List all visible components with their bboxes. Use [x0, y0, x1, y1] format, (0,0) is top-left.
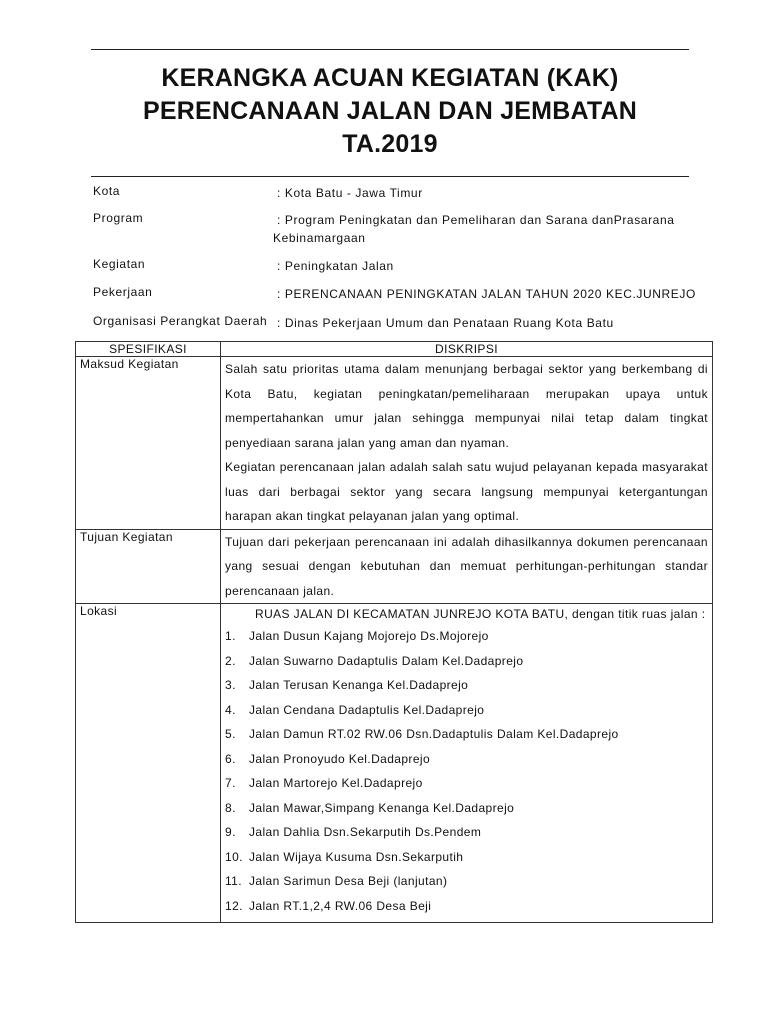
table-header-row	[76, 342, 713, 357]
row-content-lokasi	[221, 604, 713, 923]
list-item-number: 1.	[225, 629, 236, 643]
table-row	[76, 357, 713, 530]
header-diskripsi: DISKRIPSI	[221, 342, 713, 357]
list-item	[225, 820, 708, 845]
table-row	[76, 529, 713, 604]
meta-value: : Kota Batu - Jawa Timur	[277, 186, 423, 200]
meta-value-line-1: : Program Peningkatan dan Pemeliharan dan Sarana danPrasarana	[277, 213, 675, 227]
meta-label: Program	[93, 211, 144, 225]
row-label-lokasi: Lokasi	[76, 604, 221, 923]
list-item-text: Jalan Dusun Kajang Mojorejo Ds.Mojorejo	[249, 629, 489, 643]
row-label-maksud: Maksud Kegiatan	[76, 357, 221, 530]
meta-value: : Dinas Pekerjaan Umum dan Penataan Ruang Kota Batu	[277, 316, 614, 330]
row-label-tujuan: Tujuan Kegiatan	[76, 529, 221, 604]
list-item-text: Jalan Damun RT.02 RW.06 Dsn.Dadaptulis Dalam Kel.Dadaprejo	[249, 727, 619, 741]
list-item	[225, 796, 708, 821]
title-line-2: PERENCANAAN JALAN DAN JEMBATAN	[143, 97, 637, 125]
meta-value: : PERENCANAAN PENINGKATAN JALAN TAHUN 2020 KEC.JUNREJO	[277, 287, 696, 301]
list-item-number: 10.	[225, 849, 243, 864]
maksud-paragraph-1: Salah satu prioritas utama dalam menunjang berbagai sektor yang berkembang di Kota Batu, kegiatan peningkatan/pemeliharaan merupakan upaya untuk mempertahankan umur jalan sehingga mempunyai nilai tetap dalam tingkat penyediaan sarana jalan yang aman dan nyaman.	[225, 362, 708, 450]
meta-label: Pekerjaan	[93, 285, 153, 299]
list-item-number: 4.	[225, 702, 236, 717]
spec-table	[75, 341, 713, 923]
list-item	[225, 845, 708, 870]
top-rule	[91, 49, 689, 50]
lokasi-intro: RUAS JALAN DI KECAMATAN JUNREJO KOTA BATU, dengan titik ruas jalan :	[255, 607, 706, 621]
list-item	[225, 673, 708, 698]
list-item-number: 6.	[225, 751, 236, 766]
list-item-number: 8.	[225, 800, 236, 815]
meta-value-line-2: Kebinamargaan	[273, 231, 366, 245]
list-item-text: Jalan Sarimun Desa Beji (lanjutan)	[249, 874, 448, 888]
document-title	[91, 62, 689, 161]
row-content-tujuan	[221, 529, 713, 604]
list-item-number: 2.	[225, 653, 236, 668]
meta-value	[273, 211, 693, 247]
lokasi-list	[225, 624, 708, 918]
row-content-maksud	[221, 357, 713, 530]
list-item-number: 11.	[225, 874, 242, 888]
maksud-paragraph-2: Kegiatan perencanaan jalan adalah salah satu wujud pelayanan kepada masyarakat luas dari berbagai sektor yang secara langsung mempunyai ketergantungan harapan akan tingkat pelayanan jalan yang optimal.	[225, 460, 708, 523]
list-item-number: 12.	[225, 898, 243, 913]
list-item-number: 3.	[225, 678, 236, 692]
list-item-text: Jalan Wijaya Kusuma Dsn.Sekarputih	[249, 849, 464, 864]
list-item-number: 7.	[225, 776, 236, 790]
list-item-number: 9.	[225, 825, 236, 839]
list-item	[225, 722, 708, 747]
list-item-text: Jalan Dahlia Dsn.Sekarputih Ds.Pendem	[249, 825, 482, 839]
list-item-text: Jalan Martorejo Kel.Dadaprejo	[249, 776, 423, 790]
list-item-text: Jalan Mawar,Simpang Kenanga Kel.Dadaprejo	[249, 800, 515, 815]
list-item-text: Jalan Cendana Dadaptulis Kel.Dadaprejo	[249, 702, 485, 717]
list-item-text: Jalan Pronoyudo Kel.Dadaprejo	[249, 751, 431, 766]
list-item-text: Jalan Suwarno Dadaptulis Dalam Kel.Dadaprejo	[249, 653, 524, 668]
list-item	[225, 894, 708, 919]
title-line-1: KERANGKA ACUAN KEGIATAN (KAK)	[161, 64, 619, 92]
header-spesifikasi: SPESIFIKASI	[76, 342, 221, 357]
meta-label: Kegiatan	[93, 257, 146, 271]
list-item	[225, 747, 708, 772]
list-item	[225, 624, 708, 649]
list-item-text: Jalan RT.1,2,4 RW.06 Desa Beji	[249, 898, 432, 913]
tujuan-paragraph: Tujuan dari pekerjaan perencanaan ini adalah dihasilkannya dokumen perencanaan yang sesuai dengan kebutuhan dan memuat perhitungan-perhitungan standar perencanaan jalan.	[225, 534, 708, 598]
table-row	[76, 604, 713, 923]
list-item-text: Jalan Terusan Kenanga Kel.Dadaprejo	[249, 678, 469, 692]
meta-label: Organisasi Perangkat Daerah	[93, 314, 268, 328]
list-item	[225, 649, 708, 674]
meta-label: Kota	[93, 184, 121, 198]
list-item	[225, 869, 708, 894]
list-item	[225, 771, 708, 796]
list-item	[225, 698, 708, 723]
title-line-3: TA.2019	[342, 130, 438, 158]
title-bottom-rule	[91, 176, 689, 177]
list-item-number: 5.	[225, 727, 236, 741]
meta-value: : Peningkatan Jalan	[277, 259, 394, 273]
